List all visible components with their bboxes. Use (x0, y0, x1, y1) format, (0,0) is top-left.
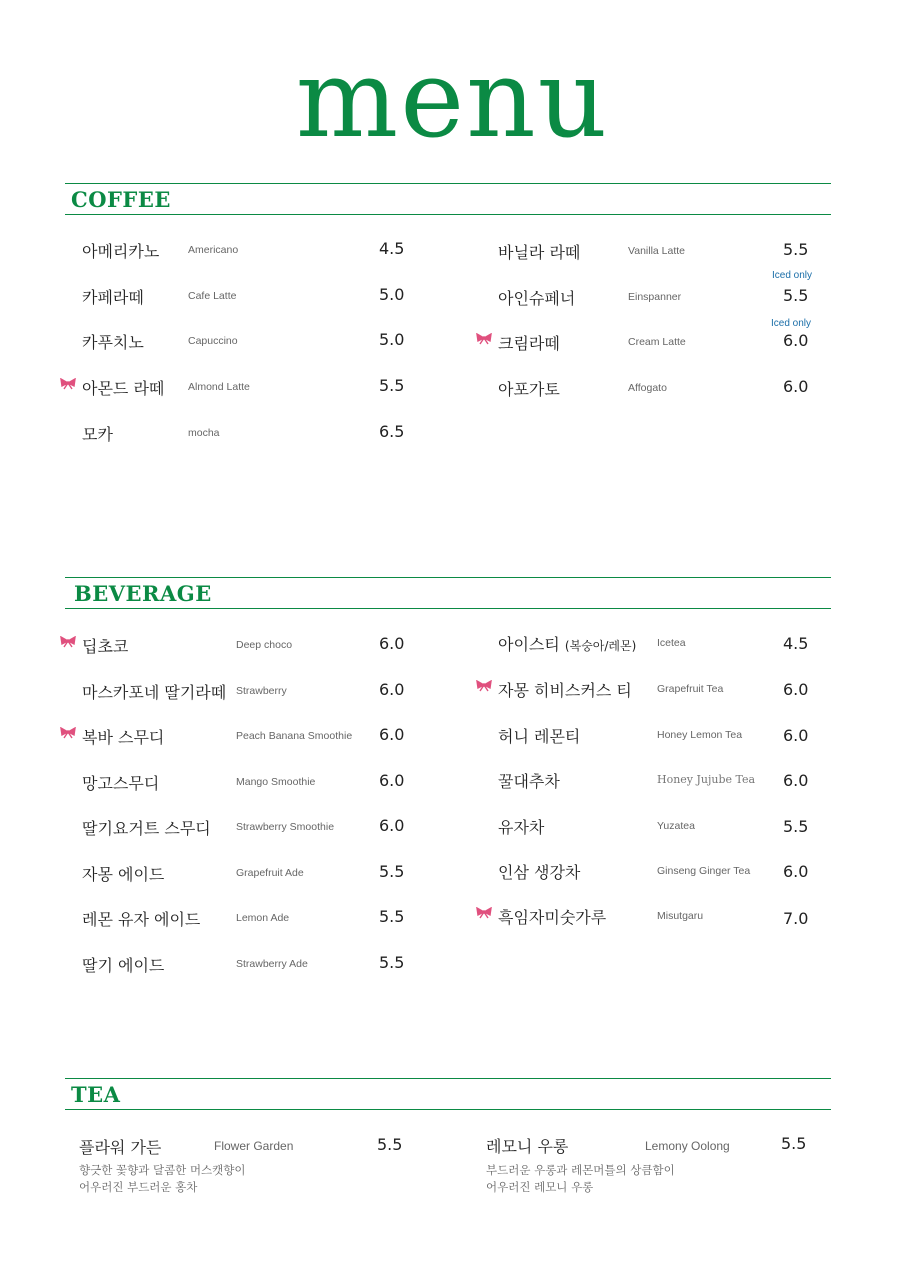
item-name-en: Ginseng Ginger Tea (657, 865, 751, 877)
menu-item-ginseng-ginger-tea (498, 860, 858, 888)
menu-item-cafe-latte (82, 285, 442, 313)
item-price: 6.0 (783, 680, 809, 699)
menu-item-affogato (498, 377, 858, 405)
item-price: 4.5 (783, 634, 809, 653)
item-name-en: Deep choco (236, 639, 293, 651)
item-name-ko-option: (복숭아/레몬) (564, 639, 637, 653)
item-price: 6.0 (783, 771, 809, 790)
item-name-ko: 자몽 에이드 (82, 865, 165, 884)
item-name-ko: 유자차 (498, 818, 545, 837)
bow-icon (476, 907, 492, 919)
item-price: 6.0 (783, 377, 809, 396)
item-name-en: mocha (188, 427, 220, 439)
item-name-en: Almond Latte (188, 381, 250, 393)
item-name-ko: 허니 레몬티 (498, 727, 581, 746)
description-line: 어우러진 부드러운 홍차 (79, 1180, 198, 1194)
item-name-ko: 자몽 히비스커스 티 (498, 681, 632, 700)
item-price: 6.0 (783, 726, 809, 745)
item-name-en: Americano (188, 244, 239, 256)
item-name-en: Cream Latte (628, 336, 686, 348)
menu-item-flower-garden (79, 1135, 439, 1163)
item-price: 6.0 (379, 634, 405, 653)
item-price: 6.0 (783, 331, 809, 350)
menu-item-capuccino (82, 330, 442, 358)
item-name-ko: 아메리카노 (82, 242, 160, 261)
menu-item-almond-latte (82, 376, 442, 404)
tea-section-title: TEA (71, 1082, 121, 1107)
item-name-ko: 모카 (82, 425, 113, 444)
item-name-en: Strawberry (236, 685, 287, 697)
item-price: 5.5 (781, 1134, 807, 1153)
menu-item-deep-choco (82, 634, 442, 662)
menu-item-grapefruit-tea (498, 678, 858, 706)
item-name-en: Strawberry Smoothie (236, 821, 335, 833)
menu-item-cream-latte (498, 331, 858, 359)
item-name-ko: 크림라떼 (498, 334, 560, 353)
item-name-ko: 흑임자미숫가루 (498, 908, 607, 927)
item-name-ko: 카페라떼 (82, 288, 144, 307)
item-price: 5.5 (379, 953, 405, 972)
item-name-en: Misutgaru (657, 910, 704, 922)
menu-item-einspanner (498, 286, 858, 314)
menu-item-yuzatea (498, 815, 858, 843)
item-name-en: Flower Garden (214, 1139, 294, 1153)
item-name-en: Honey Lemon Tea (657, 729, 743, 741)
iced-only-note: Iced only (772, 270, 813, 281)
item-name-ko (498, 632, 636, 655)
menu-item-strawberry-latte (82, 680, 442, 708)
item-price: 6.0 (379, 680, 405, 699)
item-price: 5.5 (377, 1135, 403, 1154)
item-name-en: Cafe Latte (188, 290, 237, 302)
menu-item-americano (82, 239, 442, 267)
item-name-en: Icetea (657, 637, 686, 649)
item-name-ko-main: 아이스티 (498, 635, 560, 654)
beverage-section-header (65, 577, 831, 609)
item-name-ko: 아인슈페너 (498, 289, 576, 308)
item-name-en: Lemony Oolong (645, 1139, 730, 1153)
bow-icon (60, 727, 76, 739)
item-name-en: Einspanner (628, 291, 682, 303)
item-name-en: Strawberry Ade (236, 958, 308, 970)
item-name-ko: 딥초코 (82, 637, 129, 656)
item-name-en: Grapefruit Ade (236, 867, 304, 879)
item-price: 5.0 (379, 330, 405, 349)
menu-item-strawberry-ade (82, 953, 442, 981)
menu-item-vanilla-latte (498, 240, 858, 268)
item-name-en: Lemon Ade (236, 912, 290, 924)
item-price: 6.0 (379, 816, 405, 835)
item-price: 5.0 (379, 285, 405, 304)
menu-item-mocha (82, 422, 442, 450)
item-name-ko: 아몬드 라떼 (82, 379, 165, 398)
item-name-ko: 딸기요거트 스무디 (82, 819, 211, 838)
item-price: 6.0 (783, 862, 809, 881)
menu-item-lemon-ade (82, 907, 442, 935)
description-line: 부드러운 우롱과 레몬머틀의 상큼함이 (486, 1163, 675, 1177)
item-price: 6.5 (379, 422, 405, 441)
menu-item-strawberry-smoothie (82, 816, 442, 844)
item-price: 5.5 (379, 907, 405, 926)
item-name-ko: 아포가토 (498, 380, 560, 399)
tea-section-header (65, 1078, 831, 1110)
item-name-ko: 마스카포네 딸기라떼 (82, 683, 227, 702)
flower-garden-description (79, 1162, 246, 1196)
item-name-en: Grapefruit Tea (657, 683, 724, 695)
item-name-en: Peach Banana Smoothie (236, 730, 353, 742)
item-price: 4.5 (379, 239, 405, 258)
menu-item-grapefruit-ade (82, 862, 442, 890)
menu-item-peach-banana-smoothie (82, 725, 442, 753)
item-name-en: Honey Jujube Tea (657, 773, 756, 786)
item-price: 5.5 (783, 817, 809, 836)
item-price: 6.0 (379, 771, 405, 790)
bow-icon (476, 333, 492, 345)
item-name-ko: 인삼 생강차 (498, 863, 581, 882)
item-price: 7.0 (783, 909, 809, 928)
item-price: 6.0 (379, 725, 405, 744)
menu-item-misutgaru (498, 905, 858, 933)
item-name-ko: 바닐라 라떼 (498, 243, 581, 262)
lemony-oolong-description (486, 1162, 675, 1196)
menu-item-lemony-oolong (486, 1134, 846, 1162)
item-price: 5.5 (379, 862, 405, 881)
item-name-ko: 꿀대추차 (498, 772, 560, 791)
item-name-ko: 딸기 에이드 (82, 956, 165, 975)
coffee-section-header (65, 183, 831, 215)
item-price: 5.5 (783, 240, 809, 259)
item-name-en: Vanilla Latte (628, 245, 686, 257)
menu-item-mango-smoothie (82, 771, 442, 799)
item-name-en: Mango Smoothie (236, 776, 316, 788)
item-name-en: Affogato (628, 382, 667, 394)
item-name-en: Capuccino (188, 335, 238, 347)
menu-item-icetea (498, 632, 858, 660)
item-name-ko: 복바 스무디 (82, 728, 165, 747)
bow-icon (476, 680, 492, 692)
coffee-section-title: COFFEE (71, 187, 171, 212)
item-name-ko: 레몬 유자 에이드 (82, 910, 201, 929)
iced-only-note: Iced only (771, 318, 812, 329)
item-name-ko: 플라워 가든 (79, 1138, 162, 1157)
description-line: 향긋한 꽃향과 달콤한 머스캣향이 (79, 1163, 246, 1177)
bow-icon (60, 378, 76, 390)
item-name-en: Yuzatea (657, 820, 695, 832)
item-price: 5.5 (379, 376, 405, 395)
description-line: 어우러진 레모니 우롱 (486, 1180, 594, 1194)
menu-item-honey-lemon-tea (498, 724, 858, 752)
item-price: 5.5 (783, 286, 809, 305)
bow-icon (60, 636, 76, 648)
item-name-ko: 레모니 우롱 (486, 1137, 569, 1156)
menu-item-honey-jujube-tea (498, 769, 858, 797)
item-name-ko: 카푸치노 (82, 333, 144, 352)
menu-title: menu (295, 37, 610, 162)
item-name-ko: 망고스무디 (82, 774, 160, 793)
beverage-section-title: BEVERAGE (74, 581, 212, 606)
